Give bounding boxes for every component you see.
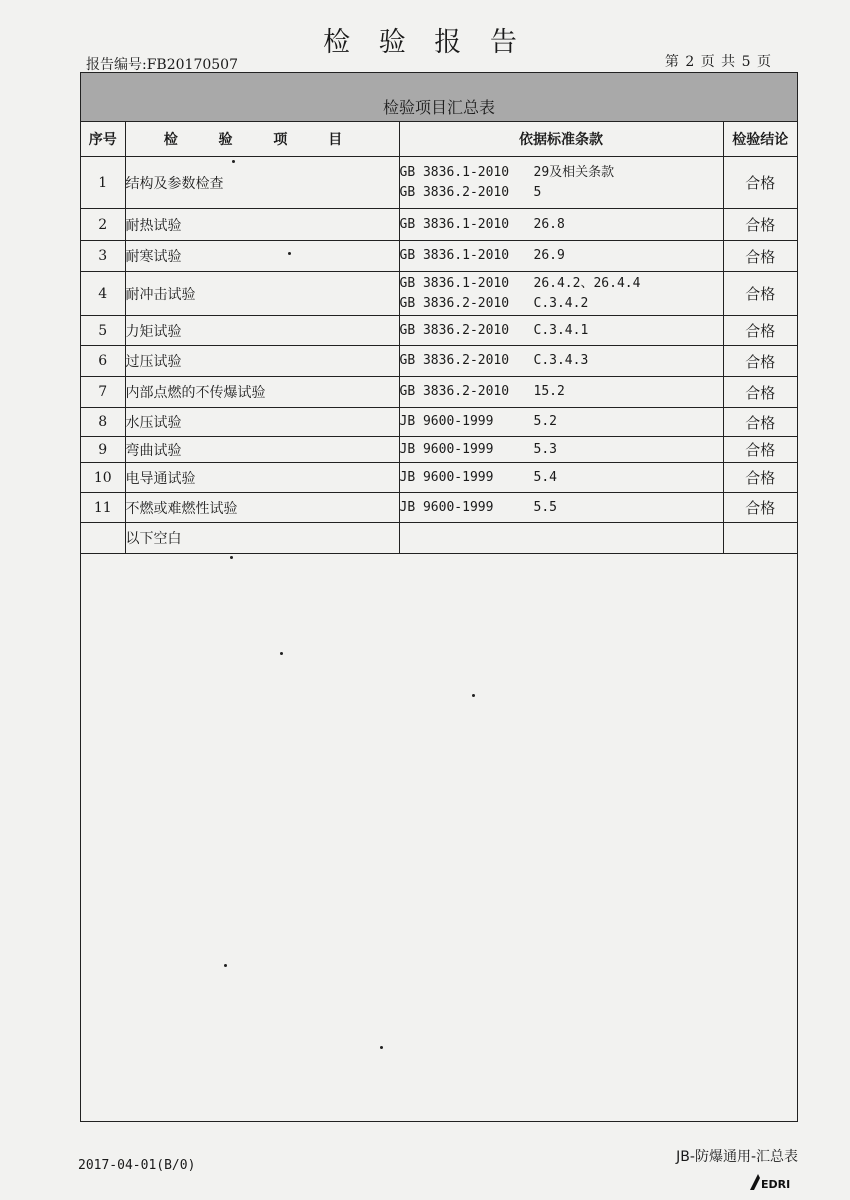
inspection-result bbox=[723, 523, 797, 554]
inspection-result: 合格 bbox=[723, 437, 797, 463]
row-number: 11 bbox=[81, 493, 125, 523]
inspection-item: 过压试验 bbox=[125, 346, 399, 377]
row-number: 8 bbox=[81, 408, 125, 437]
page-number: 第 2 页 共 5 页 bbox=[664, 54, 772, 70]
clause-number: 26.8 bbox=[533, 216, 565, 232]
standard-line bbox=[400, 215, 723, 235]
inspection-item: 不燃或难燃性试验 bbox=[125, 493, 399, 523]
standard-line bbox=[400, 382, 723, 402]
standard-line bbox=[400, 294, 723, 314]
standard-clauses bbox=[399, 437, 723, 463]
col-header-item: 检 验 项 目 bbox=[125, 122, 399, 157]
col-header-standard: 依据标准条款 bbox=[399, 122, 723, 157]
standard-clauses bbox=[399, 346, 723, 377]
inspection-item: 耐冲击试验 bbox=[125, 272, 399, 316]
table-header-row bbox=[81, 122, 797, 157]
scan-speck bbox=[472, 694, 475, 697]
standard-code: GB 3836.2-2010 bbox=[399, 384, 510, 399]
clause-number: 26.9 bbox=[533, 248, 565, 263]
row-number: 6 bbox=[81, 346, 125, 377]
standard-code: GB 3836.2-2010 bbox=[399, 322, 510, 338]
standard-code: GB 3836.2-2010 bbox=[399, 353, 510, 368]
scan-speck bbox=[230, 556, 233, 559]
report-frame bbox=[80, 72, 798, 1122]
edri-logo bbox=[748, 1172, 790, 1192]
table-body bbox=[81, 157, 797, 554]
standard-code: JB 9600-1999 bbox=[399, 414, 494, 429]
table-row bbox=[81, 157, 797, 209]
inspection-result: 合格 bbox=[723, 493, 797, 523]
standard-code: GB 3836.2-2010 bbox=[399, 295, 510, 311]
logo-text: EDRI bbox=[761, 1178, 790, 1191]
standard-clauses bbox=[399, 463, 723, 493]
standard-clauses bbox=[399, 157, 723, 209]
row-number bbox=[81, 523, 125, 554]
inspection-result: 合格 bbox=[723, 241, 797, 272]
table-row bbox=[81, 316, 797, 346]
table-row bbox=[81, 377, 797, 408]
standard-line bbox=[400, 183, 723, 203]
row-number: 5 bbox=[81, 316, 125, 346]
standard-code: GB 3836.2-2010 bbox=[399, 184, 510, 200]
table-row bbox=[81, 463, 797, 493]
inspection-result: 合格 bbox=[723, 408, 797, 437]
col-header-result: 检验结论 bbox=[723, 122, 797, 157]
table-row bbox=[81, 437, 797, 463]
standard-code: GB 3836.1-2010 bbox=[399, 248, 510, 263]
standard-code: GB 3836.1-2010 bbox=[399, 164, 510, 180]
inspection-item: 耐热试验 bbox=[125, 209, 399, 241]
blank-note: 以下空白 bbox=[125, 523, 399, 554]
inspection-item: 水压试验 bbox=[125, 408, 399, 437]
document-title: 检 验 报 告 bbox=[323, 27, 527, 58]
row-number: 9 bbox=[81, 437, 125, 463]
standard-clauses bbox=[399, 377, 723, 408]
standard-code: GB 3836.1-2010 bbox=[399, 275, 510, 291]
banner-title: 检验项目汇总表 bbox=[382, 98, 495, 117]
summary-banner bbox=[81, 73, 797, 122]
clause-number: C.3.4.2 bbox=[533, 295, 589, 311]
footer-date: 2017-04-01(B/0) bbox=[78, 1158, 196, 1173]
clause-number: C.3.4.1 bbox=[533, 322, 589, 338]
scan-speck bbox=[380, 1046, 383, 1049]
row-number: 2 bbox=[81, 209, 125, 241]
inspection-item: 结构及参数检查 bbox=[125, 157, 399, 209]
inspection-result: 合格 bbox=[723, 272, 797, 316]
table-row bbox=[81, 272, 797, 316]
row-number: 7 bbox=[81, 377, 125, 408]
inspection-result: 合格 bbox=[723, 316, 797, 346]
clause-number: 5.5 bbox=[533, 499, 557, 515]
inspection-result: 合格 bbox=[723, 377, 797, 408]
standard-line bbox=[400, 440, 723, 460]
standard-line bbox=[400, 274, 723, 294]
scan-speck bbox=[224, 964, 227, 967]
inspection-item: 弯曲试验 bbox=[125, 437, 399, 463]
row-number: 4 bbox=[81, 272, 125, 316]
inspection-item: 内部点燃的不传爆试验 bbox=[125, 377, 399, 408]
scan-speck bbox=[232, 160, 235, 163]
inspection-item: 力矩试验 bbox=[125, 316, 399, 346]
inspection-result: 合格 bbox=[723, 463, 797, 493]
scan-speck bbox=[288, 252, 291, 255]
inspection-item: 耐寒试验 bbox=[125, 241, 399, 272]
clause-number: 5.3 bbox=[533, 441, 557, 457]
standard-clauses bbox=[399, 316, 723, 346]
clause-number: 5 bbox=[533, 184, 542, 200]
clause-number: C.3.4.3 bbox=[533, 353, 589, 368]
standard-line bbox=[400, 412, 723, 432]
row-number: 3 bbox=[81, 241, 125, 272]
standard-code: JB 9600-1999 bbox=[399, 441, 494, 457]
scan-speck bbox=[280, 652, 283, 655]
row-number: 1 bbox=[81, 157, 125, 209]
clause-number: 5.4 bbox=[533, 469, 557, 485]
inspection-result: 合格 bbox=[723, 346, 797, 377]
clause-number: 26.4.2、26.4.4 bbox=[533, 275, 641, 291]
standard-line bbox=[400, 163, 723, 183]
standard-clauses bbox=[399, 241, 723, 272]
report-number: 报告编号:FB20170507 bbox=[86, 57, 238, 73]
standard-line bbox=[400, 468, 723, 488]
col-header-no: 序号 bbox=[81, 122, 125, 157]
inspection-result: 合格 bbox=[723, 157, 797, 209]
blank-row bbox=[81, 523, 797, 554]
inspection-items-table bbox=[81, 121, 797, 554]
standard-clauses bbox=[399, 408, 723, 437]
table-row bbox=[81, 493, 797, 523]
table-row bbox=[81, 209, 797, 241]
inspection-item: 电导通试验 bbox=[125, 463, 399, 493]
inspection-result: 合格 bbox=[723, 209, 797, 241]
table-row bbox=[81, 408, 797, 437]
clause-number: 5.2 bbox=[533, 414, 557, 429]
standard-line bbox=[400, 351, 723, 371]
standard-clauses bbox=[399, 209, 723, 241]
standard-line bbox=[400, 321, 723, 341]
standard-line bbox=[400, 498, 723, 518]
table-row bbox=[81, 346, 797, 377]
footer-form-code: JB-防爆通用-汇总表 bbox=[676, 1149, 798, 1165]
standard-clauses bbox=[399, 272, 723, 316]
standard-line bbox=[400, 246, 723, 266]
standard-code: GB 3836.1-2010 bbox=[399, 216, 510, 232]
row-number: 10 bbox=[81, 463, 125, 493]
standard-clauses bbox=[399, 523, 723, 554]
clause-number: 29及相关条款 bbox=[533, 164, 615, 180]
standard-clauses bbox=[399, 493, 723, 523]
standard-code: JB 9600-1999 bbox=[399, 469, 494, 485]
clause-number: 15.2 bbox=[533, 384, 565, 399]
table-row bbox=[81, 241, 797, 272]
standard-code: JB 9600-1999 bbox=[399, 499, 494, 515]
